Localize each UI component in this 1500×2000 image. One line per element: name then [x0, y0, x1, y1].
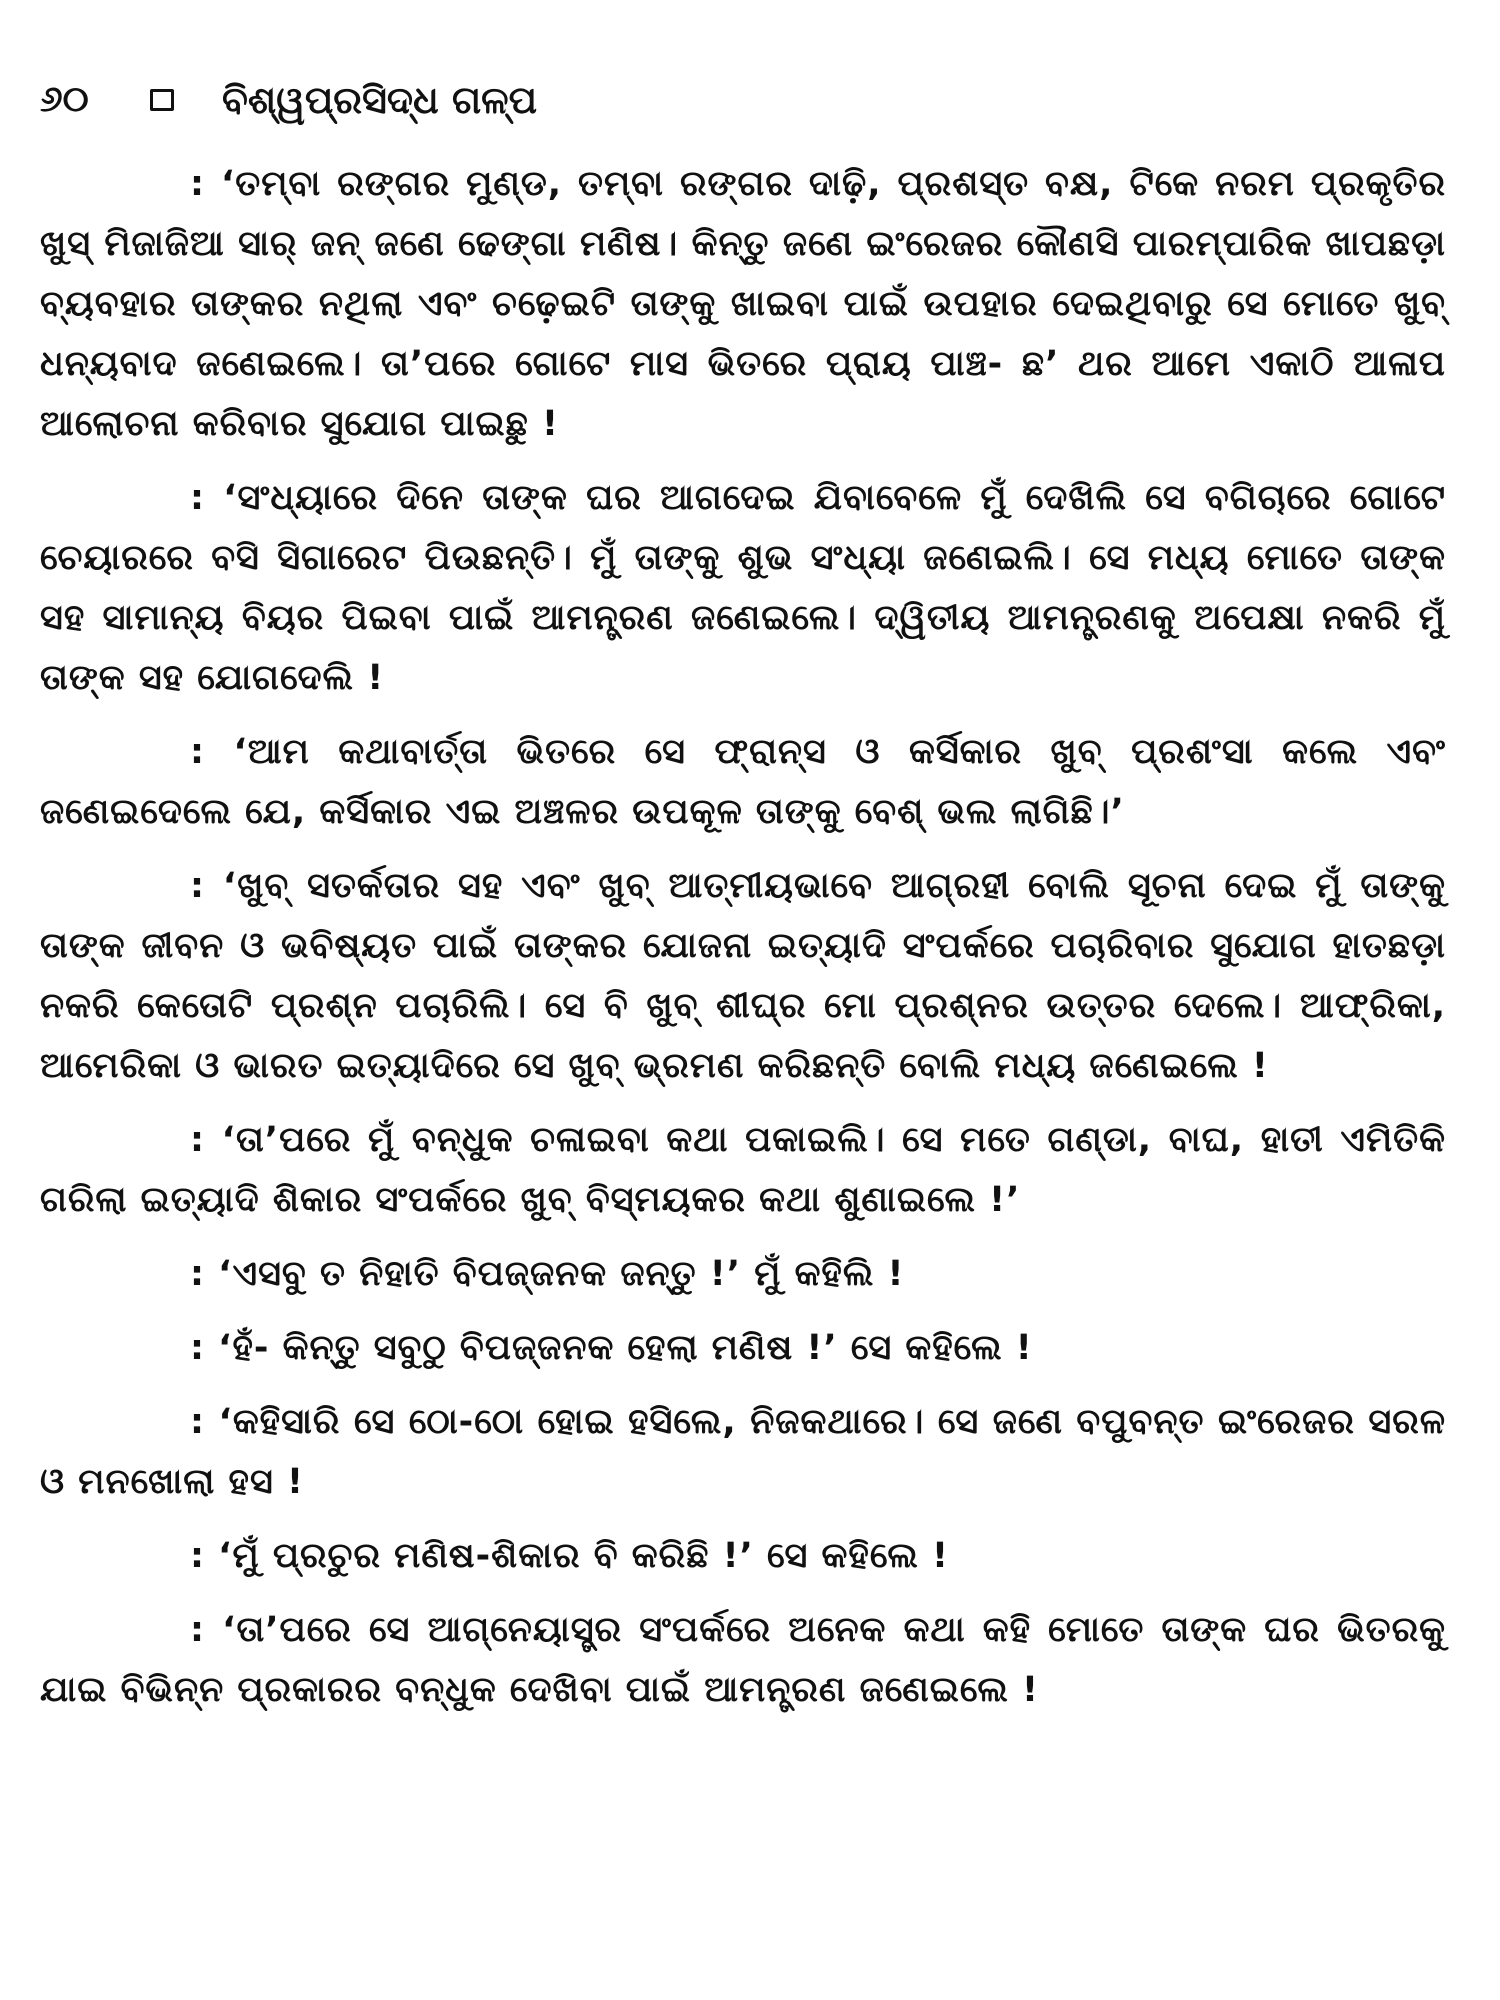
paragraph: : ‘ତମ୍ବା ରଙ୍ଗର ମୁଣ୍ଡ, ତମ୍ବା ରଙ୍ଗର ଦାଢ଼ି, ପ୍ରଶସ୍ତ ବକ୍ଷ, ଟିକେ ନରମ ପ୍ରକୃତିର ଖୁସ୍ ମିଜାଜିଆ ସାର୍ ଜନ୍ ଜଣେ ଢେଙ୍ଗା ମଣିଷ। କିନ୍ତୁ ଜଣେ ଇଂରେଜର କୌଣସି ପାରମ୍ପାରିକ ଖାପଛଡ଼ା ବ୍ୟବହାର ତାଙ୍କର ନଥିଲା ଏବଂ ଚଢ଼େଇଟି ତାଙ୍କୁ ଖାଇବା ପାଇଁ ଉପହାର ଦେଇଥିବାରୁ ସେ ମୋତେ ଖୁବ୍ ଧନ୍ୟବାଦ ଜଣେଇଲେ। ତା’ପରେ ଗୋଟେ ମାସ ଭିତରେ ପ୍ରାୟ ପାଞ୍ଚ- ଛ’ ଥର ଆମେ ଏକାଠି ଆଳାପ ଆଲୋଚନା କରିବାର ସୁଯୋଗ ପାଇଛୁ !	[40, 164, 1446, 444]
square-bullet-icon	[150, 89, 174, 111]
page-header	[40, 70, 1446, 130]
paragraph: : ‘ଆମ କଥାବାର୍ତ୍ତା ଭିତରେ ସେ ଫ୍ରାନ୍ସ ଓ କର୍ସିକାର ଖୁବ୍ ପ୍ରଶଂସା କଲେ ଏବଂ ଜଣେଇଦେଲେ ଯେ, କର୍ସିକାର ଏଇ ଅଞ୍ଚଳର ଉପକୂଳ ତାଙ୍କୁ ବେଶ୍ ଭଲ ଲାଗିଛି।’	[40, 732, 1446, 832]
paragraph: : ‘ତା’ପରେ ମୁଁ ବନ୍ଧୁକ ଚଳାଇବା କଥା ପକାଇଲି। ସେ ମତେ ଗଣ୍ଡା, ବାଘ, ହାତୀ ଏମିତିକି ଗରିଲା ଇତ୍ୟାଦି ଶିକାର ସଂପର୍କରେ ଖୁବ୍ ବିସ୍ମୟକର କଥା ଶୁଣାଇଲେ !’	[40, 1120, 1446, 1220]
paragraph: : ‘ମୁଁ ପ୍ରଚୁର ମଣିଷ-ଶିକାର ବି କରିଛି !’ ସେ କହିଲେ !	[190, 1536, 949, 1576]
page-body	[40, 154, 1446, 1720]
page-number: ୬୦	[40, 79, 89, 120]
book-title: ବିଶ୍ୱପ୍ରସିଦ୍ଧ ଗଳ୍ପ	[222, 77, 538, 122]
paragraph: : ‘ତା’ପରେ ସେ ଆଗ୍ନେୟାସ୍ତ୍ର ସଂପର୍କରେ ଅନେକ କଥା କହି ମୋତେ ତାଙ୍କ ଘର ଭିତରକୁ ଯାଇ ବିଭିନ୍ନ ପ୍ରକାରର ବନ୍ଧୁକ ଦେଖିବା ପାଇଁ ଆମନ୍ତ୍ରଣ ଜଣେଇଲେ !	[40, 1610, 1446, 1710]
paragraph: : ‘ଖୁବ୍ ସତର୍କତାର ସହ ଏବଂ ଖୁବ୍ ଆତ୍ମୀୟଭାବେ ଆଗ୍ରହୀ ବୋଲି ସୂଚନା ଦେଇ ମୁଁ ତାଙ୍କୁ ତାଙ୍କ ଜୀବନ ଓ ଭବିଷ୍ୟତ ପାଇଁ ତାଙ୍କର ଯୋଜନା ଇତ୍ୟାଦି ସଂପର୍କରେ ପଚାରିବାର ସୁଯୋଗ ହାତଛଡ଼ା ନକରି କେତୋଟି ପ୍ରଶ୍ନ ପଚାରିଲି। ସେ ବି ଖୁବ୍ ଶୀଘ୍ର ମୋ ପ୍ରଶ୍ନର ଉତ୍ତର ଦେଲେ। ଆଫ୍ରିକା, ଆମେରିକା ଓ ଭାରତ ଇତ୍ୟାଦିରେ ସେ ଖୁବ୍ ଭ୍ରମଣ କରିଛନ୍ତି ବୋଲି ମଧ୍ୟ ଜଣେଇଲେ !	[40, 866, 1446, 1086]
paragraph: : ‘ଏସବୁ ତ ନିହାତି ବିପଜ୍ଜନକ ଜନ୍ତୁ !’ ମୁଁ କହିଲି !	[190, 1254, 905, 1294]
paragraph: : ‘ହଁ- କିନ୍ତୁ ସବୁଠୁ ବିପଜ୍ଜନକ ହେଲା ମଣିଷ !’ ସେ କହିଲେ !	[190, 1328, 1033, 1368]
paragraph: : ‘ସଂଧ୍ୟାରେ ଦିନେ ତାଙ୍କ ଘର ଆଗଦେଇ ଯିବାବେଳେ ମୁଁ ଦେଖିଲି ସେ ବଗିଚାରେ ଗୋଟେ ଚେୟାରରେ ବସି ସିଗାରେଟ ପିଉଛନ୍ତି। ମୁଁ ତାଙ୍କୁ ଶୁଭ ସଂଧ୍ୟା ଜଣେଇଲି। ସେ ମଧ୍ୟ ମୋତେ ତାଙ୍କ ସହ ସାମାନ୍ୟ ବିୟର ପିଇବା ପାଇଁ ଆମନ୍ତ୍ରଣ ଜଣେଇଲେ। ଦ୍ୱିତୀୟ ଆମନ୍ତ୍ରଣକୁ ଅପେକ୍ଷା ନକରି ମୁଁ ତାଙ୍କ ସହ ଯୋଗଦେଲି !	[40, 478, 1446, 698]
paragraph: : ‘କହିସାରି ସେ ଠୋ-ଠୋ ହୋଇ ହସିଲେ, ନିଜକଥାରେ। ସେ ଜଣେ ବପୁବନ୍ତ ଇଂରେଜର ସରଳ ଓ ମନଖୋଲା ହସ !	[40, 1402, 1446, 1502]
